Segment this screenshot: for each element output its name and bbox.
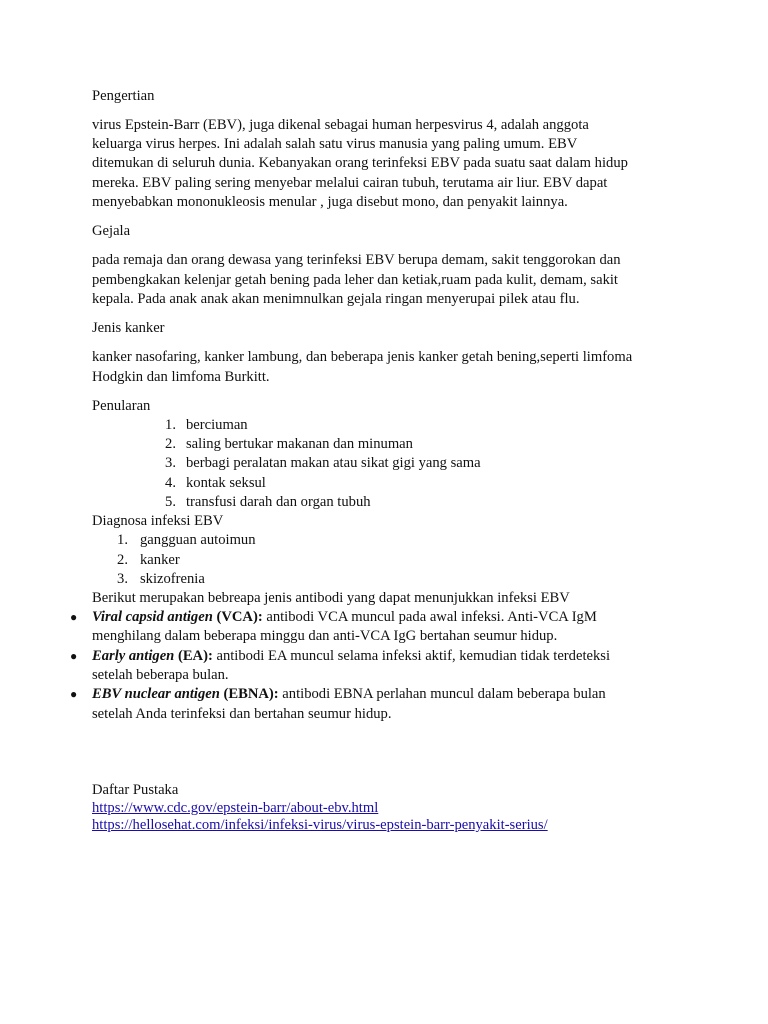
list-text: kanker — [140, 552, 180, 568]
antigen-abbr: (EA): — [174, 648, 213, 664]
list-text: kontak seksul — [186, 475, 266, 491]
antigen-term: Viral capsid antigen — [92, 609, 213, 625]
bullet-line — [92, 685, 606, 704]
paragraph-line: Hodgkin dan limfoma Burkitt. — [92, 369, 270, 385]
list-text: berciuman — [186, 417, 248, 433]
bullet-continuation: menghilang dalam beberapa minggu dan anti-VCA IgG bertahan seumur hidup. — [92, 628, 558, 644]
list-number: 2. — [165, 436, 176, 452]
heading-pengertian: Pengertian — [92, 88, 155, 104]
bullet-icon: ● — [70, 687, 78, 701]
bullet-continuation: setelah beberapa bulan. — [92, 667, 229, 683]
list-text: saling bertukar makanan dan minuman — [186, 436, 413, 452]
paragraph-line: virus Epstein-Barr (EBV), juga dikenal sebagai human herpesvirus 4, adalah anggota — [92, 117, 589, 133]
paragraph-line: mereka. EBV paling sering menyebar melalui cairan tubuh, terutama air liur. EBV dapat — [92, 175, 608, 191]
list-number: 2. — [117, 552, 128, 568]
list-text: transfusi darah dan organ tubuh — [186, 494, 371, 510]
paragraph-line: kepala. Pada anak anak akan menimnulkan gejala ringan menyerupai pilek atau flu. — [92, 291, 580, 307]
list-number: 3. — [165, 455, 176, 471]
list-text: berbagi peralatan makan atau sikat gigi yang sama — [186, 455, 481, 471]
bullet-icon: ● — [70, 610, 78, 624]
paragraph-line: menyebabkan mononukleosis menular , juga disebut mono, dan penyakit lainnya. — [92, 194, 568, 210]
list-number: 1. — [165, 417, 176, 433]
list-number: 4. — [165, 475, 176, 491]
list-number: 1. — [117, 532, 128, 548]
antigen-term: Early antigen — [92, 648, 175, 664]
bullet-line — [92, 647, 610, 666]
heading-daftar-pustaka: Daftar Pustaka — [92, 782, 179, 798]
bullet-continuation: setelah Anda terinfeksi dan bertahan seumur hidup. — [92, 706, 392, 722]
reference-link-hellosehat[interactable]: https://hellosehat.com/infeksi/infeksi-virus/virus-epstein-barr-penyakit-serius/ — [92, 817, 548, 833]
antigen-abbr: (VCA): — [212, 609, 263, 625]
antigen-desc: antibodi EA muncul selama infeksi aktif, kemudian tidak terdeteksi — [212, 648, 611, 664]
paragraph-line: ditemukan di seluruh dunia. Kebanyakan orang terinfeksi EBV pada suatu saat dalam hidup — [92, 155, 628, 171]
paragraph-line: keluarga virus herpes. Ini adalah salah satu virus manusia yang paling umum. EBV — [92, 136, 578, 152]
paragraph-line: pembengkakan kelenjar getah bening pada leher dan ketiak,ruam pada kulit, demam, sakit — [92, 272, 618, 288]
antigen-desc: antibodi EBNA perlahan muncul dalam beberapa bulan — [278, 686, 606, 702]
list-number: 5. — [165, 494, 176, 510]
paragraph-line: pada remaja dan orang dewasa yang terinfeksi EBV berupa demam, sakit tenggorokan dan — [92, 252, 621, 268]
antibody-intro: Berikut merupakan bebreapa jenis antibodi yang dapat menunjukkan infeksi EBV — [92, 590, 570, 606]
paragraph-line: kanker nasofaring, kanker lambung, dan beberapa jenis kanker getah bening,seperti limfoma — [92, 349, 633, 365]
list-text: skizofrenia — [140, 571, 205, 587]
list-text: gangguan autoimun — [140, 532, 256, 548]
reference-link-cdc[interactable]: https://www.cdc.gov/epstein-barr/about-ebv.html — [92, 800, 379, 816]
antigen-term: EBV nuclear antigen — [92, 686, 220, 702]
heading-penularan: Penularan — [92, 398, 151, 414]
heading-diagnosa: Diagnosa infeksi EBV — [92, 513, 224, 529]
bullet-icon: ● — [70, 649, 78, 663]
heading-gejala: Gejala — [92, 223, 131, 239]
heading-jenis-kanker: Jenis kanker — [92, 320, 165, 336]
bullet-line — [92, 608, 597, 627]
antigen-desc: antibodi VCA muncul pada awal infeksi. Anti-VCA IgM — [262, 609, 597, 625]
antigen-abbr: (EBNA): — [219, 686, 279, 702]
list-number: 3. — [117, 571, 128, 587]
